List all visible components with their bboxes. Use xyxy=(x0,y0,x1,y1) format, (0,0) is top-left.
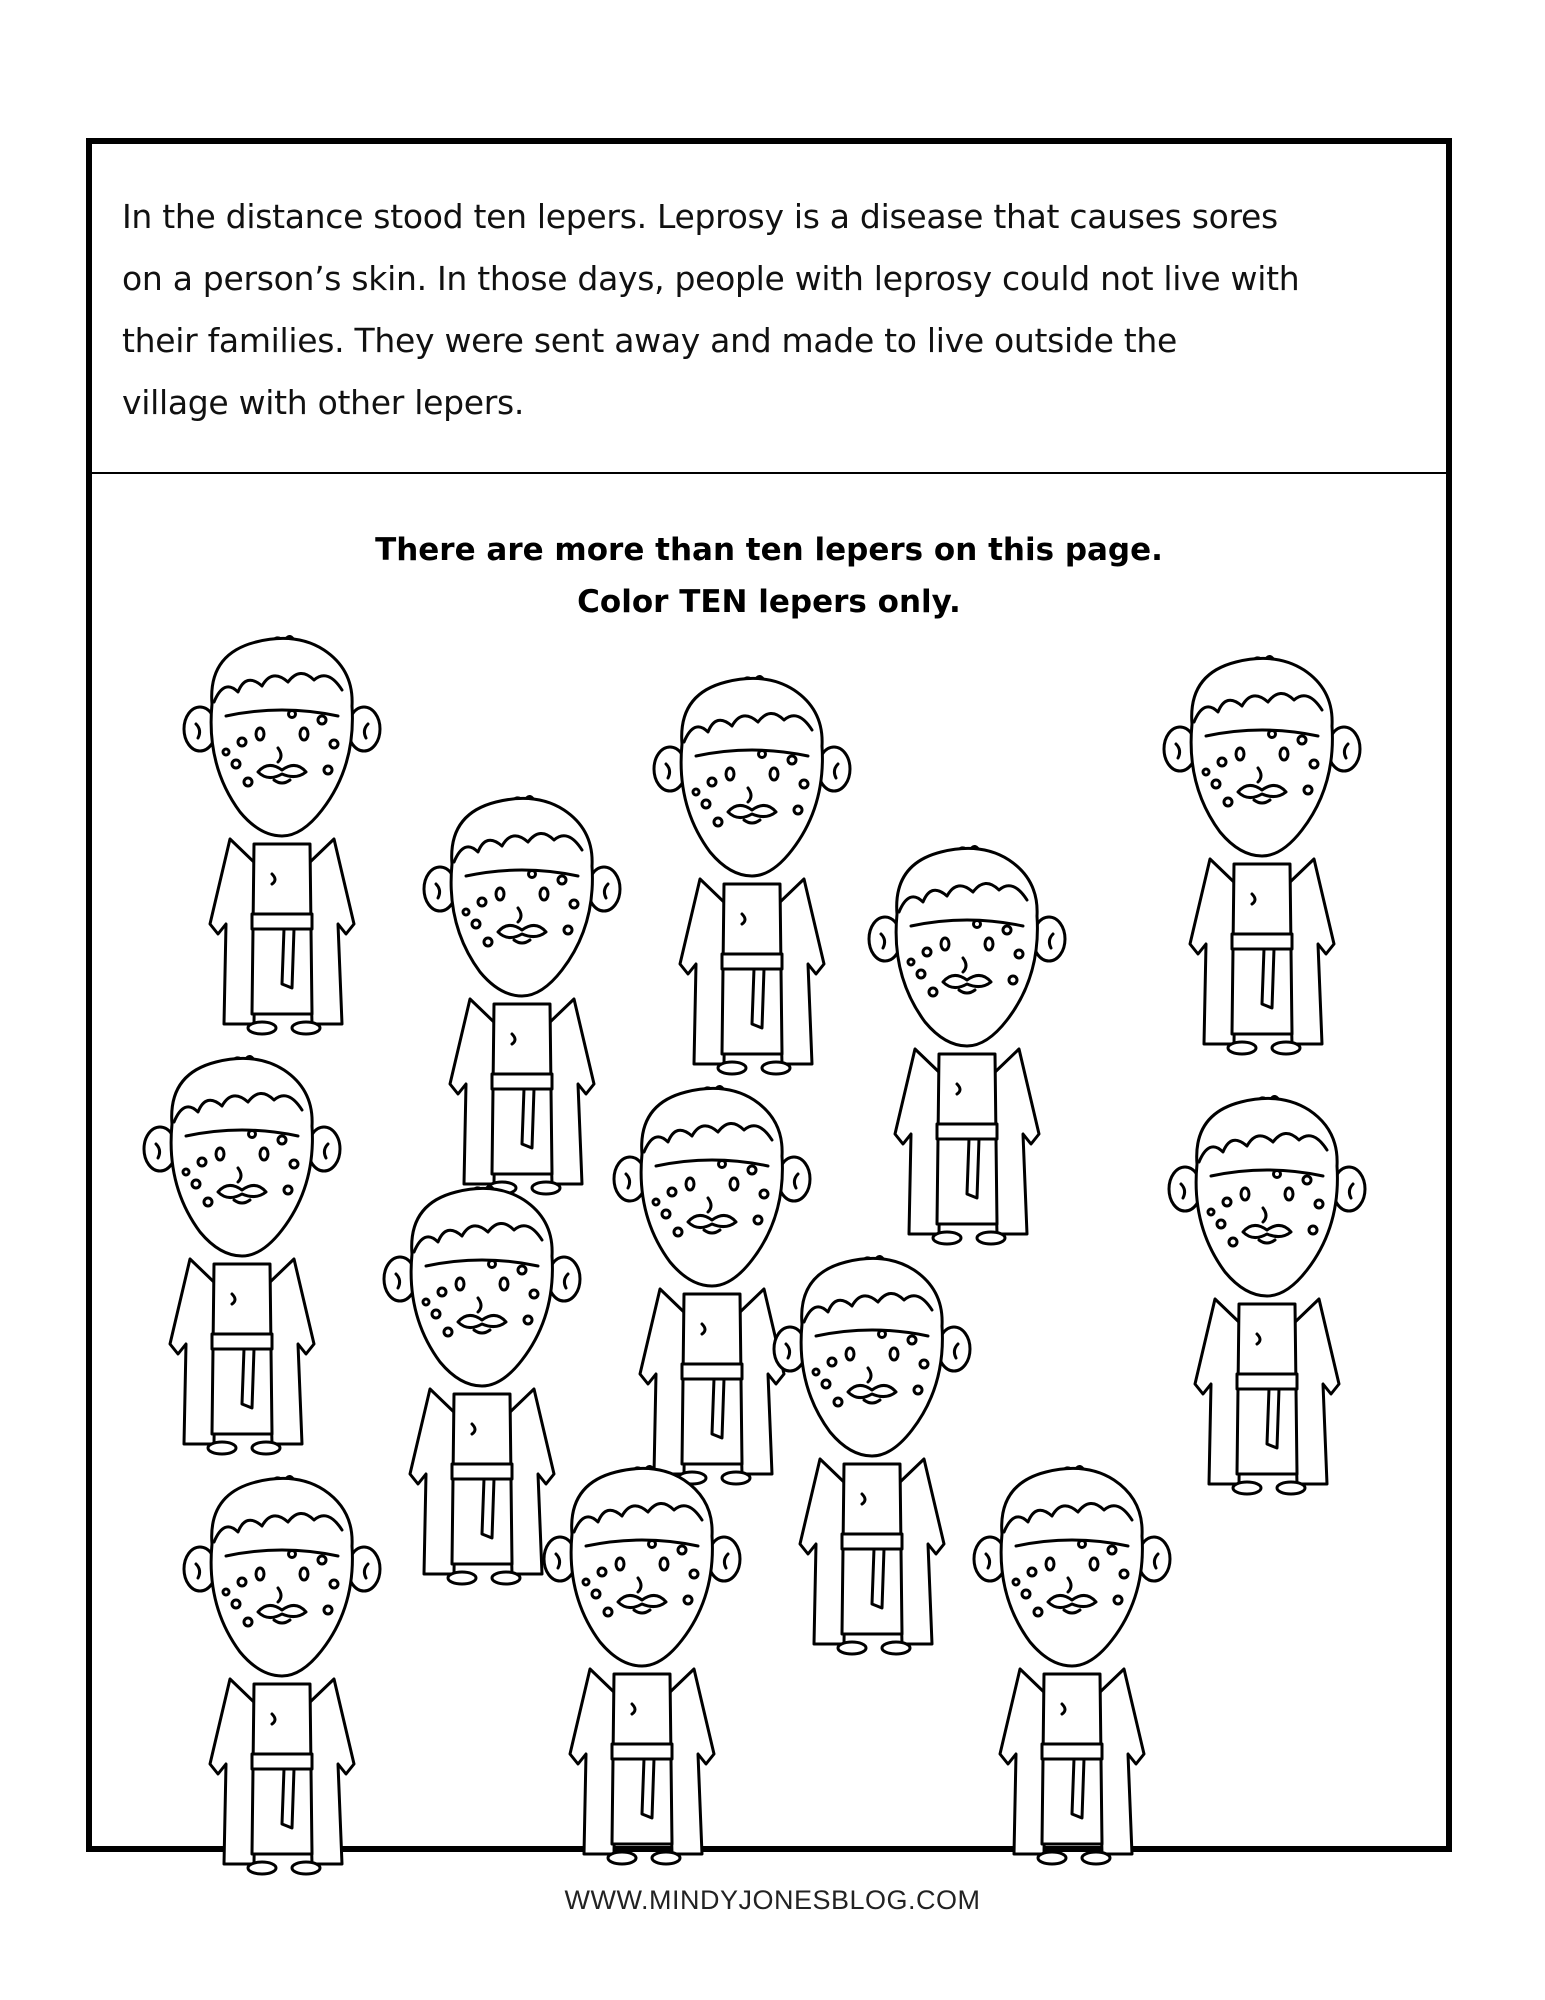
leper-figure-icon xyxy=(112,1044,372,1464)
leper-figure-icon xyxy=(837,834,1097,1254)
instruction-line-1: There are more than ten lepers on this page. xyxy=(375,532,1163,568)
leper-figure-icon xyxy=(152,1464,412,1884)
story-line-1: In the distance stood ten lepers. Leprosy is a disease that causes sores xyxy=(122,197,1278,236)
leper-figure-icon xyxy=(512,1454,772,1874)
leper-figure-icon xyxy=(1132,644,1392,1064)
leper-figure-icon xyxy=(1137,1084,1397,1504)
lepers-area xyxy=(92,144,1458,1858)
story-line-4: village with other lepers. xyxy=(122,383,525,422)
worksheet-frame xyxy=(86,138,1452,1852)
leper-figure-icon xyxy=(942,1454,1202,1874)
leper-figure-icon xyxy=(152,624,412,1044)
story-line-3: their families. They were sent away and made to live outside the xyxy=(122,321,1178,360)
footer-url: WWW.MINDYJONESBLOG.COM xyxy=(564,1885,981,1915)
instruction-line-2: Color TEN lepers only. xyxy=(577,584,961,620)
story-line-2: on a person’s skin. In those days, people with leprosy could not live with xyxy=(122,259,1300,298)
